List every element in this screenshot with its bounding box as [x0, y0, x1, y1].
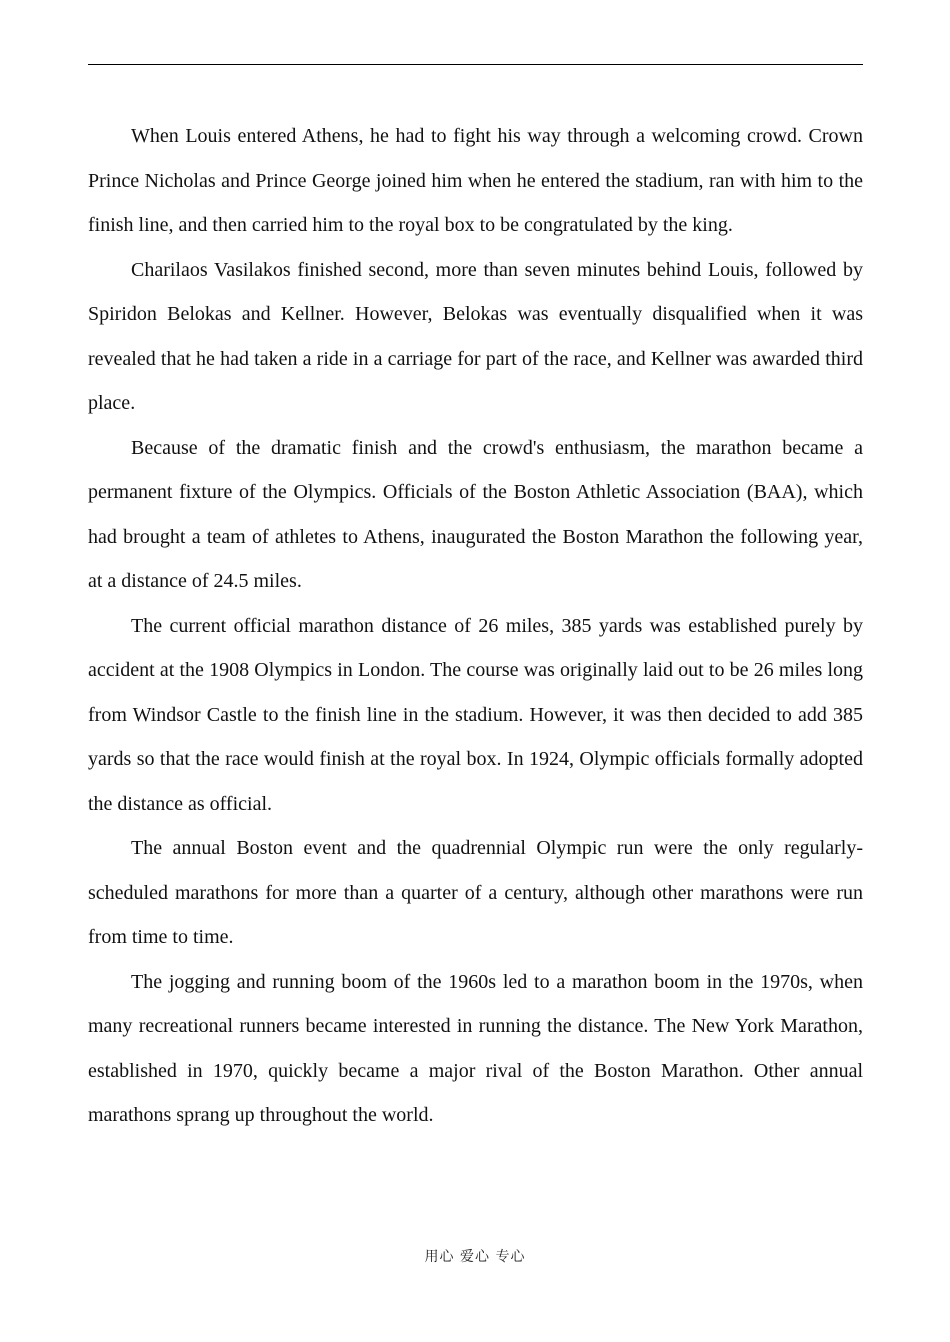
paragraph-race-results: Charilaos Vasilakos finished second, more than seven minutes behind Louis, followed by Spiridon Belokas and Kellner. However, Belokas was eventually disqualified when it was revealed that he had taken a ride in a carriage for part of the race, and Kellner was awarded third place.: [88, 258, 863, 414]
paragraph-scheduled-marathons: The annual Boston event and the quadrennial Olympic run were the only regularly-scheduled marathons for more than a quarter of a century, although other marathons were run from time to time.: [88, 837, 863, 948]
paragraph-louis-enters-athens: When Louis entered Athens, he had to fight his way through a welcoming crowd. Crown Prince Nicholas and Prince George joined him when he entered the stadium, ran with him to the finish line, and then carried him to the royal box to be congratulated by the king.: [88, 125, 863, 236]
page-footer: 用心 爱心 专心: [424, 1249, 526, 1265]
document-body: [88, 114, 863, 1138]
paragraph-boston-marathon-origin: Because of the dramatic finish and the crowd's enthusiasm, the marathon became a permanent fixture of the Olympics. Officials of the Boston Athletic Association (BAA), which had brought a team of athletes to Athens, inaugurated the Boston Marathon the following year, at a distance of 24.5 miles.: [88, 436, 863, 592]
paragraph-official-distance: The current official marathon distance of 26 miles, 385 yards was established purely by accident at the 1908 Olympics in London. The course was originally laid out to be 26 miles long from Windsor Castle to the finish line in the stadium. However, it was then decided to add 385 yards so that the race would finish at the royal box. In 1924, Olympic officials formally adopted the distance as official.: [88, 614, 863, 815]
header-rule: [88, 64, 863, 65]
paragraph-running-boom: The jogging and running boom of the 1960s led to a marathon boom in the 1970s, when many recreational runners became interested in running the distance. The New York Marathon, established in 1970, quickly became a major rival of the Boston Marathon. Other annual marathons sprang up throughout the world.: [88, 970, 863, 1126]
